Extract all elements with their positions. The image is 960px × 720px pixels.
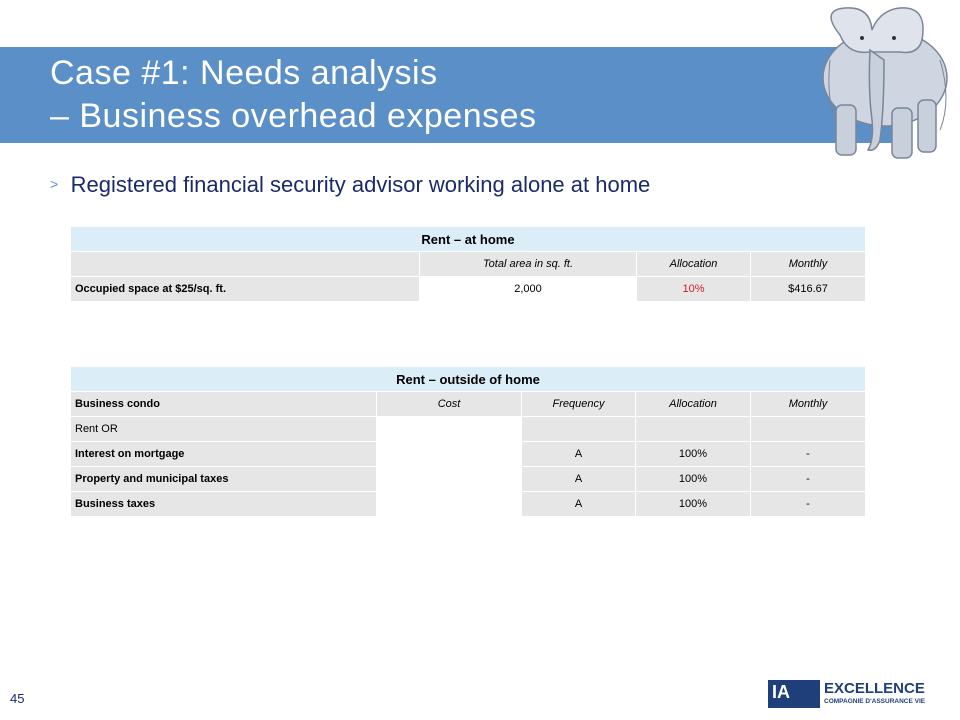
column-header: Monthly (751, 252, 866, 277)
column-header: Frequency (522, 392, 636, 417)
rent-at-home-table (70, 226, 866, 302)
column-header: Allocation (636, 392, 751, 417)
area-value: 2,000 (420, 277, 637, 302)
cost-value (377, 442, 522, 467)
table-row (71, 492, 866, 517)
frequency-value: A (522, 442, 636, 467)
bullet-text: Registered financial security advisor working alone at home (70, 172, 651, 197)
row-label: Interest on mortgage (71, 442, 377, 467)
slide-title-line2: – Business overhead expenses (50, 97, 537, 135)
rent-outside-home-table (70, 366, 866, 517)
logo-subtitle: COMPAGNIE D'ASSURANCE VIE (824, 698, 926, 705)
table-title: Rent – at home (71, 227, 866, 252)
slide-title-line1: Case #1: Needs analysis (50, 54, 438, 92)
column-header: Cost (377, 392, 522, 417)
column-header: Monthly (751, 392, 866, 417)
bullet-marker: > (50, 176, 59, 192)
company-logo (768, 680, 938, 710)
allocation-value (636, 417, 751, 442)
frequency-value (522, 417, 636, 442)
monthly-value (751, 417, 866, 442)
allocation-value: 100% (636, 492, 751, 517)
row-label: Business condo (71, 392, 377, 417)
table-cell (71, 252, 420, 277)
page-number: 45 (10, 691, 25, 706)
monthly-value: - (751, 492, 866, 517)
logo-mark (768, 680, 820, 708)
elephant-illustration (800, 0, 960, 165)
frequency-value: A (522, 492, 636, 517)
column-header: Allocation (637, 252, 751, 277)
row-label: Business taxes (71, 492, 377, 517)
cost-value (377, 417, 522, 442)
frequency-value: A (522, 467, 636, 492)
monthly-value: $416.67 (751, 277, 866, 302)
row-label: Rent OR (71, 417, 377, 442)
table-title: Rent – outside of home (71, 367, 866, 392)
table-row (71, 417, 866, 442)
monthly-value: - (751, 442, 866, 467)
bullet-row (50, 172, 650, 198)
row-label: Property and municipal taxes (71, 467, 377, 492)
table-row (71, 442, 866, 467)
allocation-value: 100% (636, 467, 751, 492)
cost-value (377, 492, 522, 517)
table-row (71, 467, 866, 492)
column-header: Total area in sq. ft. (420, 252, 637, 277)
monthly-value: - (751, 467, 866, 492)
table-row (71, 277, 866, 302)
row-label: Occupied space at $25/sq. ft. (71, 277, 420, 302)
allocation-value: 10% (637, 277, 751, 302)
logo-ia-text: IA (772, 682, 790, 702)
allocation-value: 100% (636, 442, 751, 467)
cost-value (377, 467, 522, 492)
logo-wordmark: EXCELLENCE (824, 680, 925, 697)
